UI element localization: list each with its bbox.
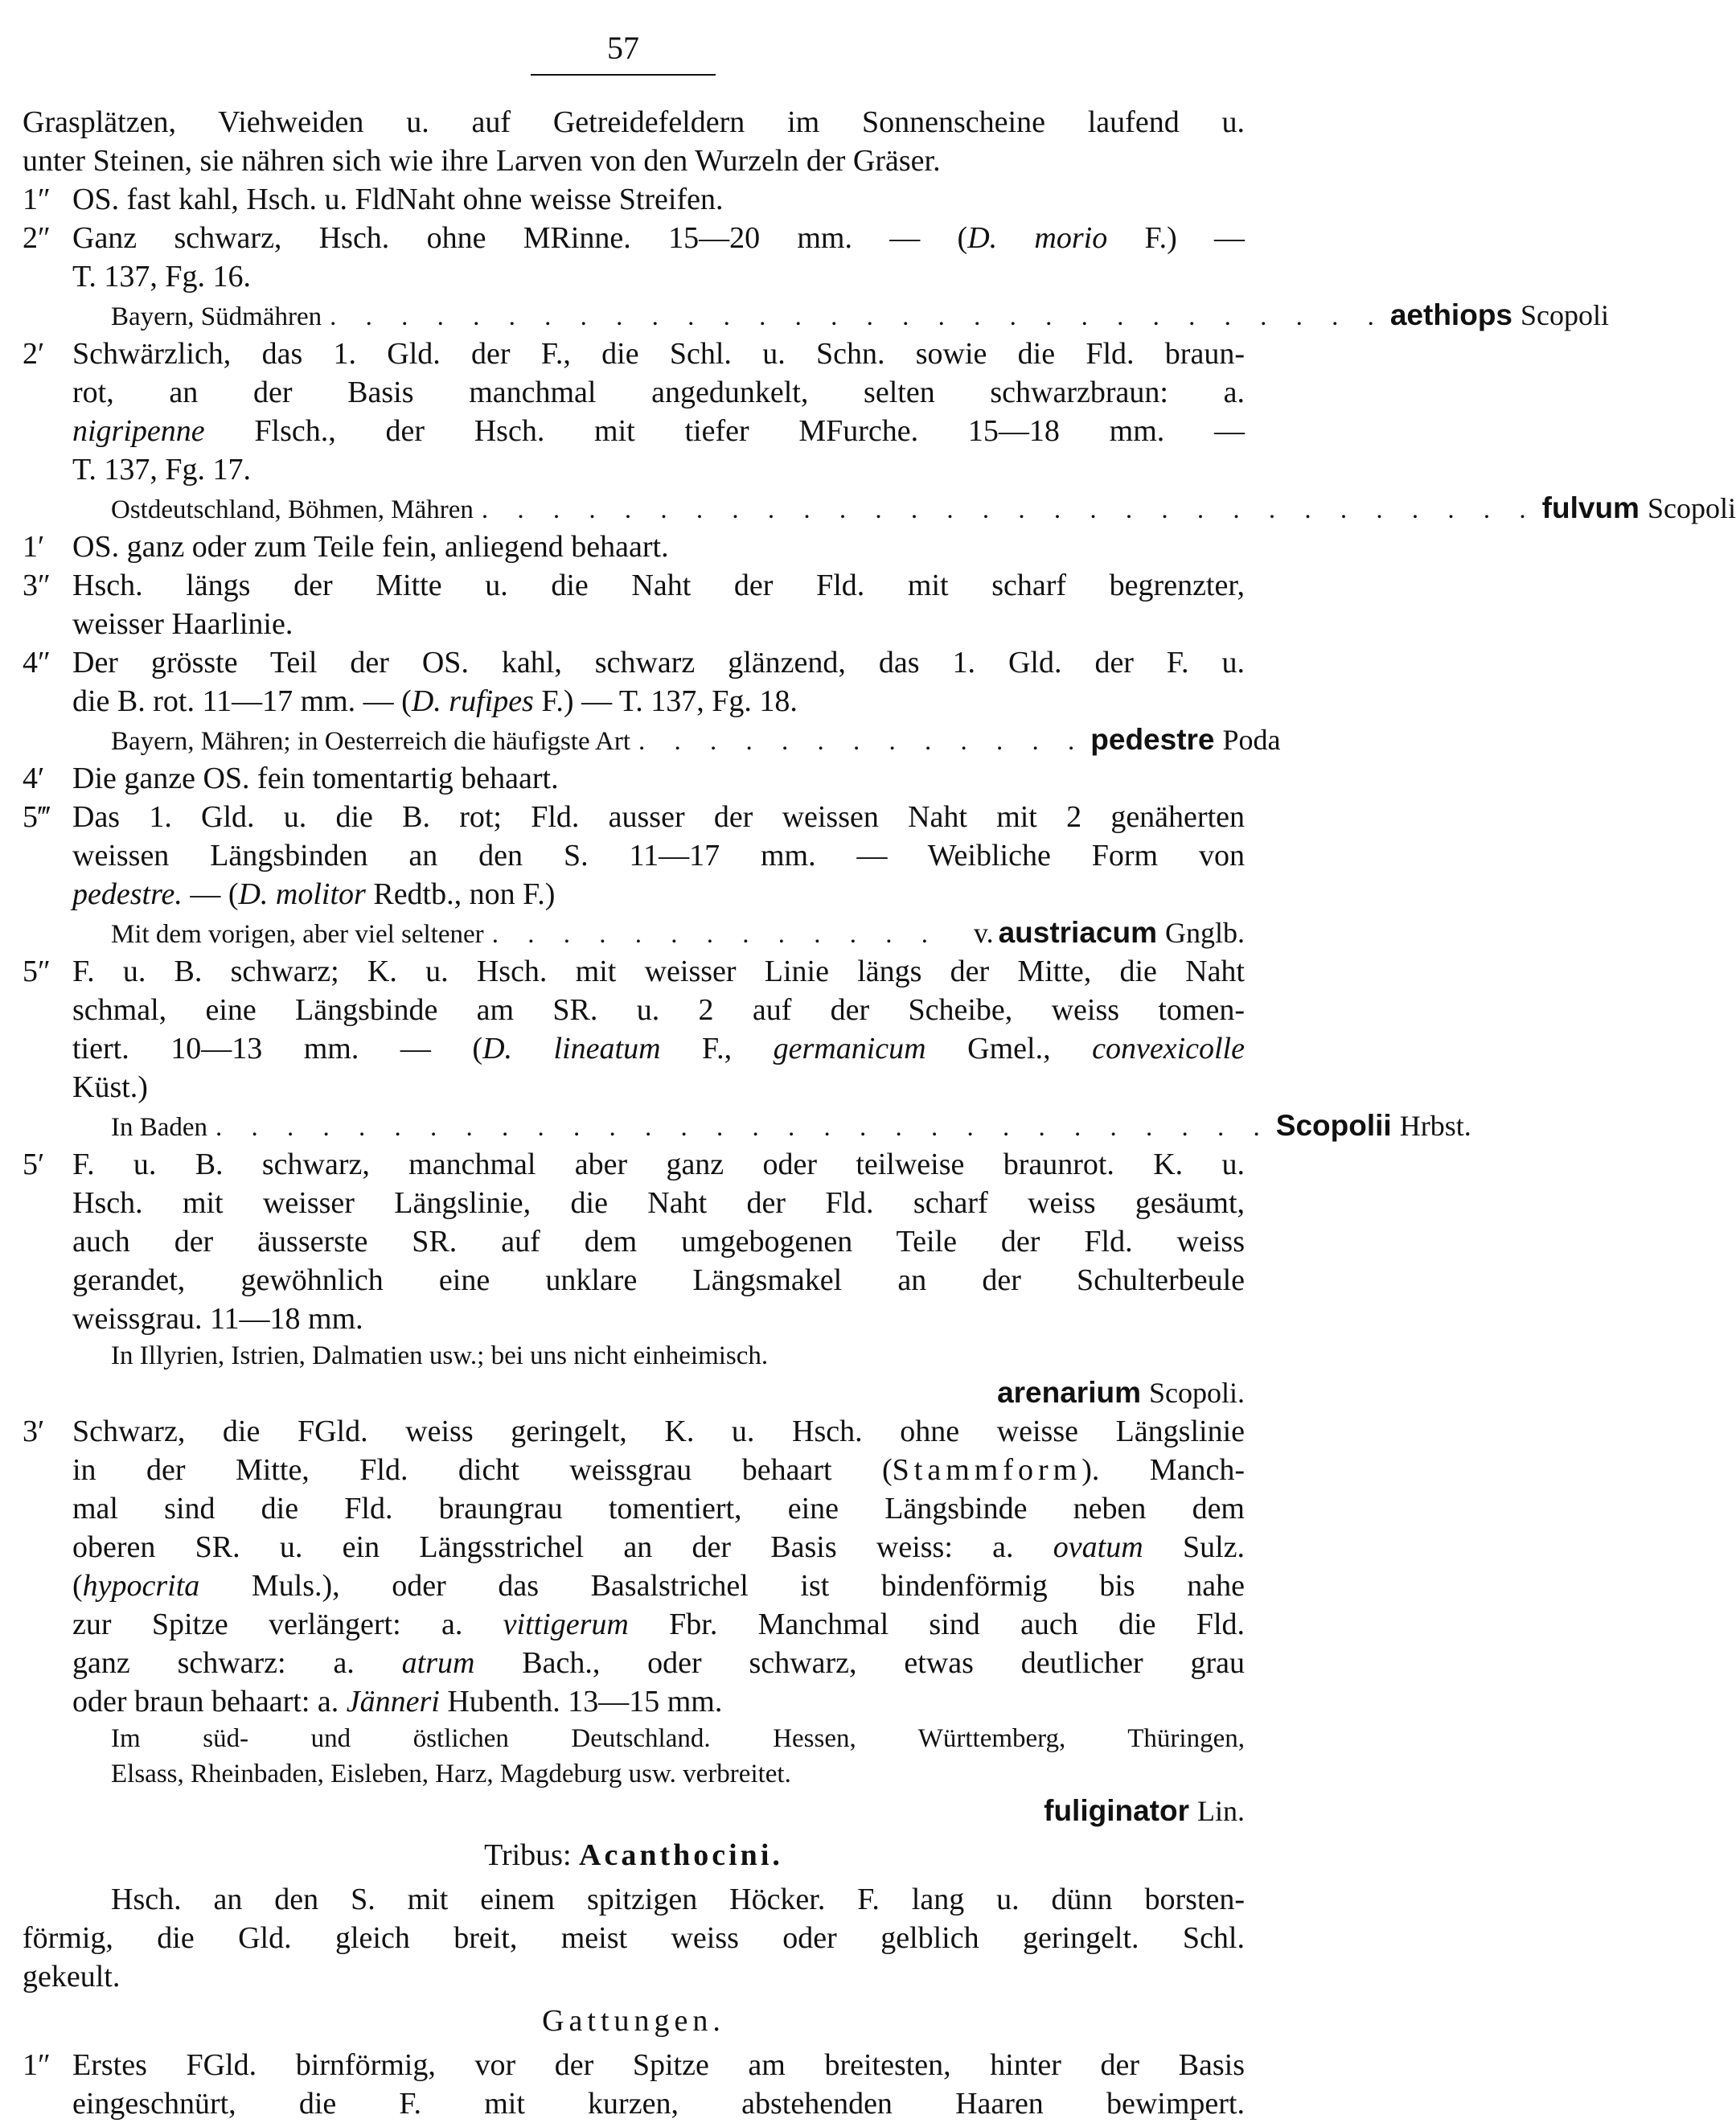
locality-line (111, 914, 1245, 952)
locality-line (111, 489, 1736, 528)
species-name: aethiops (1389, 298, 1512, 331)
species-line (23, 1374, 1245, 1412)
text-line (72, 1029, 1245, 1068)
leader-dots: . . . . . . . . . . . . . . . . . . . . . . . . . . . . . . (481, 495, 1537, 524)
taxon-name: hypocrita (82, 1569, 200, 1603)
text-run: Gmel., (925, 1032, 1093, 1066)
couplet-label: 5″ (23, 955, 51, 988)
text-line: eingeschnürt, die F. mit kurzen, abstehenden Haaren bewimpert. (72, 2087, 1245, 2121)
couplet-text: Hsch. längs der Mitte u. die Naht der Fld. mit scharf begrenzter, (72, 569, 1245, 602)
text-line: Küst.) (72, 1070, 148, 1104)
locality-line (111, 296, 1610, 335)
page-number: 57 (607, 30, 639, 66)
text-run: — ( (182, 877, 239, 911)
leader-dots: . . . . . . . . . . . . . (638, 727, 1086, 756)
text-run: Sulz. (1143, 1530, 1245, 1564)
leader-dots: . . . . . . . . . . . . . . . . . . . . . . . . . . . . . . (215, 1113, 1271, 1142)
locality-text: In Illyrien, Istrien, Dalmatien usw.; bei uns nicht einheimisch. (111, 1341, 769, 1370)
couplet-text: OS. ganz oder zum Teile fein, anliegend behaart. (72, 530, 669, 564)
text-line (72, 1644, 1245, 1682)
couplet-text: Schwärzlich, das 1. Gld. der F., die Schl. u. Schn. sowie die Fld. braun- (72, 337, 1245, 371)
species-line (23, 1792, 1245, 1830)
species-name: Scopolii (1275, 1109, 1392, 1142)
key-couplet-4b (23, 759, 1245, 798)
page-number-rule (531, 74, 716, 76)
species-name: arenarium (997, 1376, 1141, 1409)
text-run: in der Mitte, Fld. dicht weissgrau behaart ( (72, 1453, 893, 1487)
key-couplet-5a (23, 798, 1245, 836)
couplet-text: Der grösste Teil der OS. kahl, schwarz glänzend, das 1. Gld. der F. u. (72, 646, 1245, 680)
text-line: unter Steinen, sie nähren sich wie ihre Larven von den Wurzeln der Gräser. (23, 144, 941, 178)
species-name: austriacum (998, 916, 1157, 949)
text-line (72, 1567, 1245, 1605)
text-run: F., (660, 1032, 774, 1066)
taxon-name: ovatum (1053, 1530, 1143, 1564)
text-line (72, 1451, 1245, 1489)
species-name: fulvum (1541, 491, 1640, 524)
text-run: oberen SR. u. ein Längsstrichel an der Basis weiss: a. (72, 1530, 1053, 1564)
couplet-label: 5′ (23, 1148, 45, 1181)
taxon-name: nigripenne (72, 414, 205, 448)
text-line (72, 875, 1245, 914)
species-author: Scopoli. (1148, 1377, 1245, 1409)
key-couplet-2a (23, 219, 1245, 257)
text-line: gerandet, gewöhnlich eine unklare Längsmakel an der Schulterbeule (72, 1263, 1245, 1297)
taxon-name: atrum (401, 1646, 475, 1680)
couplet-text: Erstes FGld. birnförmig, vor der Spitze am breitesten, hinter der Basis (72, 2048, 1245, 2082)
taxon-name: D. morio (967, 221, 1108, 255)
locality-text: Bayern, Mähren; in Oesterreich die häufigste Art (111, 727, 631, 756)
text-run: Flsch., der Hsch. mit tiefer MFurche. 15—18 mm. — (204, 414, 1245, 448)
text-line: weissen Längsbinden an den S. 11—17 mm. — Weibliche Form von (72, 839, 1245, 873)
text-run: ). Manch- (1081, 1453, 1245, 1487)
text-run: ganz schwarz: a. (72, 1646, 402, 1680)
text-line: auch der äusserste SR. auf dem umgebogenen Teile der Fld. weiss (72, 1225, 1245, 1259)
gattungen-heading: Gattungen. (542, 2004, 725, 2038)
key-couplet-3b (23, 1412, 1245, 1451)
text-line: rot, an der Basis manchmal angedunkelt, selten schwarzbraun: a. (72, 376, 1245, 409)
species-name: fuliginator (1044, 1794, 1189, 1827)
tribus-heading (23, 1830, 1245, 1880)
key-couplet-4a (23, 643, 1245, 682)
couplet-label: 3″ (23, 569, 51, 602)
taxon-name: Jänneri (346, 1685, 440, 1719)
locality-text: In Baden (111, 1113, 208, 1142)
locality-text: Bayern, Südmähren (111, 302, 322, 331)
text-line (72, 1528, 1245, 1567)
couplet-text: F. u. B. schwarz; K. u. Hsch. mit weisser Linie längs der Mitte, die Naht (72, 955, 1245, 988)
species-author: Lin. (1197, 1795, 1245, 1827)
locality-line (111, 721, 1281, 759)
species-author: Hrbst. (1399, 1110, 1471, 1142)
couplet-label: 2′ (23, 337, 45, 371)
text-run: F.) — (1107, 221, 1246, 255)
text-line: T. 137, Fg. 17. (72, 453, 252, 487)
text-line (72, 1682, 1245, 1721)
leader-dots: . . . . . . . . . . . . . . . . . . . . . . . . . . . . . . (330, 302, 1385, 331)
text-run: F.) — T. 137, Fg. 18. (533, 684, 798, 718)
couplet-label: 3′ (23, 1415, 45, 1448)
page-body (23, 103, 1736, 2123)
text-line (72, 682, 1245, 721)
key-couplet-3a (23, 566, 1245, 605)
species-author: Scopoli (1521, 299, 1610, 331)
couplet-label: 1′ (23, 530, 45, 564)
text-line: gekeult. (23, 1960, 121, 1994)
text-line: schmal, eine Längsbinde am SR. u. 2 auf der Scheibe, weiss tomen- (72, 993, 1245, 1027)
text-run: Redtb., non F.) (365, 877, 556, 911)
text-line: förmig, die Gld. gleich breit, meist weiss oder gelblich geringelt. Schl. (23, 1921, 1245, 1955)
key-couplet-g1 (23, 2046, 1245, 2084)
text-line: Hsch. mit weisser Längslinie, die Naht der Fld. scharf weiss gesäumt, (72, 1186, 1245, 1220)
taxon-name: pedestre. (72, 877, 183, 911)
species-author: Scopoli (1647, 492, 1736, 524)
text-run: Bach., oder schwarz, etwas deutlicher grau (474, 1646, 1245, 1680)
tribus-name: Acanthocini. (579, 1838, 783, 1872)
locality-text: Elsass, Rheinbaden, Eisleben, Harz, Magdeburg usw. verbreitet. (111, 1760, 791, 1788)
key-couplet-1b (23, 528, 1245, 566)
couplet-text (72, 219, 1245, 257)
tribus-label: Tribus: (484, 1838, 580, 1872)
text-line (72, 1605, 1245, 1644)
taxon-name: convexicolle (1092, 1032, 1245, 1066)
text-run: ( (72, 1569, 83, 1603)
locality-text: Mit dem vorigen, aber viel seltener (111, 920, 484, 949)
text-run: zur Spitze verlängert: a. (72, 1608, 503, 1641)
text-line: weissgrau. 11—18 mm. (72, 1302, 363, 1336)
couplet-text: OS. fast kahl, Hsch. u. FldNaht ohne weisse Streifen. (72, 183, 724, 216)
spaced-term: Stammform (892, 1453, 1082, 1487)
couplet-label: 4′ (23, 762, 45, 795)
taxon-name: vittigerum (503, 1608, 629, 1641)
text-line: mal sind die Fld. braungrau tomentiert, eine Längsbinde neben dem (72, 1492, 1245, 1526)
species-author: Poda (1222, 724, 1281, 756)
key-couplet-5c (23, 1145, 1245, 1184)
taxon-name: D. lineatum (482, 1032, 661, 1066)
couplet-label: 1″ (23, 2048, 51, 2082)
species-author: Gnglb. (1165, 917, 1245, 949)
key-couplet-5b (23, 952, 1245, 991)
couplet-text: Die ganze OS. fein tomentartig behaart. (72, 762, 559, 795)
taxon-name: D. molitor (238, 877, 366, 911)
couplet-text: Das 1. Gld. u. die B. rot; Fld. ausser der weissen Naht mit 2 genäherten (72, 800, 1245, 834)
text-line: T. 137, Fg. 16. (72, 260, 252, 294)
locality-line (111, 1107, 1471, 1145)
taxon-name: germanicum (773, 1032, 926, 1066)
text-run: Ganz schwarz, Hsch. ohne MRinne. 15—20 mm. — ( (72, 221, 968, 255)
leader-dots: . . . . . . . . . . . . . (491, 920, 939, 949)
text-line: Grasplätzen, Viehweiden u. auf Getreidefeldern im Sonnenscheine laufend u. (23, 105, 1245, 139)
text-run: die B. rot. 11—17 mm. — ( (72, 684, 412, 718)
text-run: Fbr. Manchmal sind auch die Fld. (628, 1608, 1246, 1641)
couplet-text: F. u. B. schwarz, manchmal aber ganz oder teilweise braunrot. K. u. (72, 1148, 1245, 1181)
text-line (72, 412, 1245, 450)
couplet-label: 4″ (23, 646, 51, 680)
couplet-text: Schwarz, die FGld. weiss geringelt, K. u. Hsch. ohne weisse Längslinie (72, 1415, 1245, 1448)
text-run: Muls.), oder das Basalstrichel ist bindenförmig bis nahe (199, 1569, 1245, 1603)
text-run: Hubenth. 13—15 mm. (439, 1685, 723, 1719)
text-run: oder braun behaart: a. (72, 1685, 347, 1719)
taxon-name: D. rufipes (411, 684, 534, 718)
key-couplet-2b (23, 335, 1245, 373)
couplet-label: 5‴ (23, 800, 51, 834)
key-couplet-1a (23, 180, 1245, 219)
couplet-label: 1″ (23, 183, 51, 216)
species-name: pedestre (1090, 723, 1215, 756)
variety-prefix: v. (973, 917, 994, 949)
couplet-label: 2″ (23, 221, 51, 255)
text-run: tiert. 10—13 mm. — ( (72, 1032, 483, 1066)
text-line: Hsch. an den S. mit einem spitzigen Höcker. F. lang u. dünn borsten- (111, 1883, 1245, 1916)
text-line: weisser Haarlinie. (72, 607, 293, 641)
locality-text: Ostdeutschland, Böhmen, Mähren (111, 495, 474, 524)
locality-text: Im süd- und östlichen Deutschland. Hessen, Württemberg, Thüringen, (111, 1724, 1245, 1753)
